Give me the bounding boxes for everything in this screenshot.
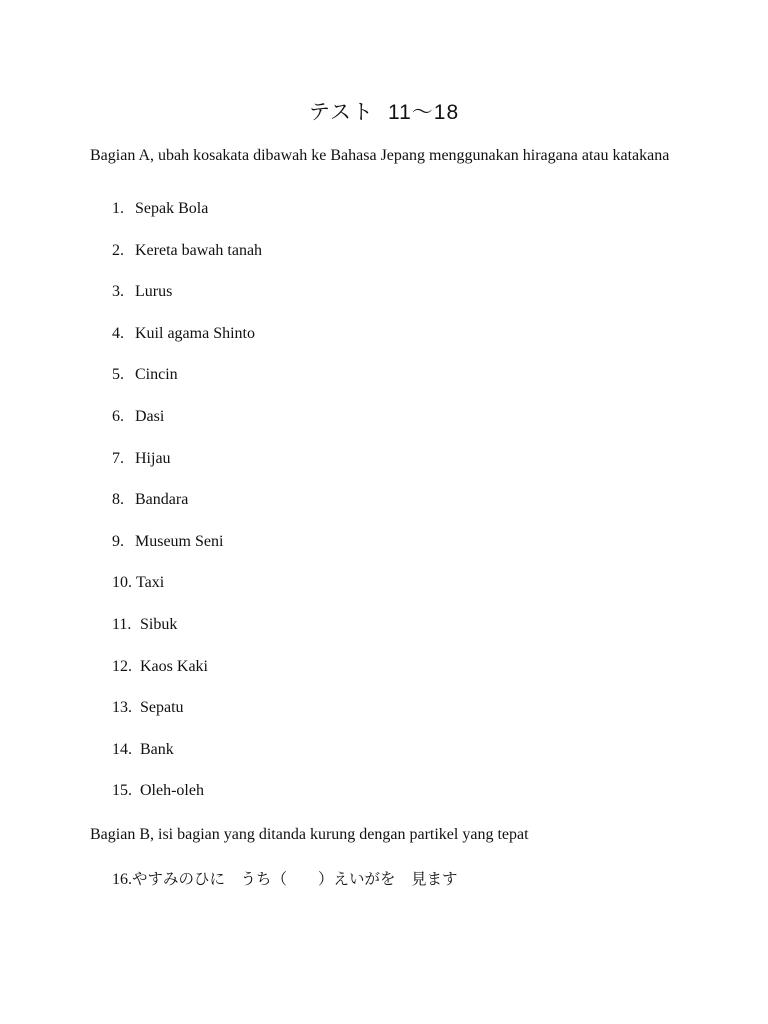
item-number: 13. <box>112 699 132 717</box>
item-text: Dasi <box>135 408 165 425</box>
item-text: Kuil agama Shinto <box>135 324 255 342</box>
item-number: 16. <box>112 871 132 888</box>
item-number: 2. <box>112 241 124 259</box>
item-text: Kereta bawah tanah <box>135 241 263 259</box>
item-number: 1. <box>112 200 124 217</box>
item-text: Bandara <box>135 491 189 509</box>
item-number: 7. <box>112 449 124 467</box>
section-a-instruction: Bagian A, ubah kosakata dibawah ke Bahasa Jepang menggunakan hiragana atau katakana <box>90 147 670 164</box>
item-number: 8. <box>112 491 124 509</box>
item-text: やすみのひに うち（ ）えいがを 見ます <box>132 870 458 888</box>
item-number: 10. <box>112 574 132 592</box>
title-japanese: テスト <box>308 100 374 124</box>
section-b-instruction: Bagian B, isi bagian yang ditanda kurung dengan partikel yang tepat <box>90 826 529 843</box>
item-text: Kaos Kaki <box>140 657 208 675</box>
item-number: 12. <box>112 657 132 675</box>
page-title <box>0 96 768 126</box>
item-text: Sibuk <box>140 616 178 633</box>
item-text: Hijau <box>135 449 171 467</box>
item-text: Museum Seni <box>135 532 224 550</box>
question-item <box>112 866 458 893</box>
item-text: Cincin <box>135 366 178 384</box>
item-number: 4. <box>112 324 124 342</box>
title-range: 11〜18 <box>388 101 460 124</box>
item-text: Sepatu <box>140 699 184 717</box>
item-text: Sepak Bola <box>135 200 209 217</box>
item-text: Taxi <box>136 574 165 592</box>
item-text: Lurus <box>135 283 173 301</box>
item-number: 9. <box>112 532 124 550</box>
item-number: 14. <box>112 740 132 758</box>
item-number: 11. <box>112 616 132 633</box>
item-text: Bank <box>140 740 174 758</box>
item-text: Oleh-oleh <box>140 782 204 800</box>
item-number: 6. <box>112 408 124 425</box>
item-number: 15. <box>112 782 132 800</box>
item-number: 5. <box>112 366 124 384</box>
item-number: 3. <box>112 283 124 301</box>
